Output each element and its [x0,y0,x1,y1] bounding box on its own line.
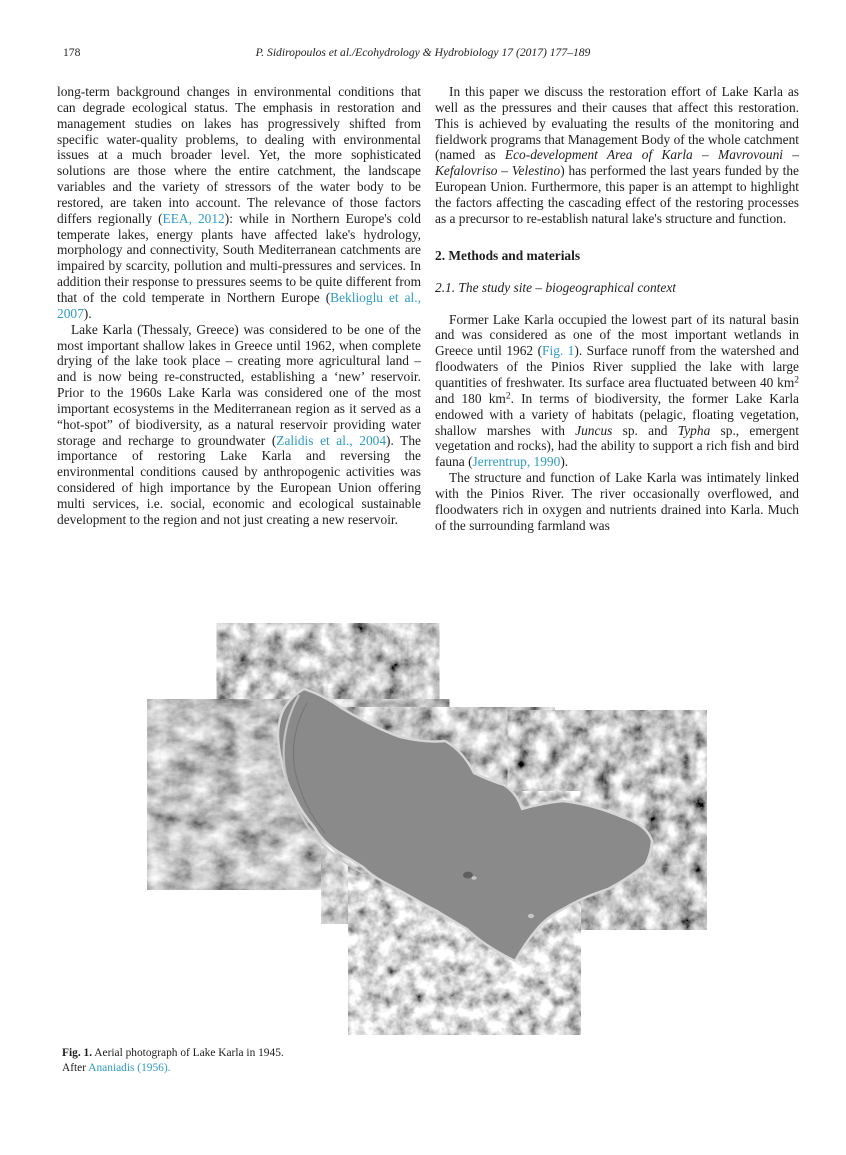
text-segment: ). [83,305,92,321]
text-segment: Aerial photograph of Lake Karla in 1945. [92,1047,284,1059]
citation-link[interactable]: Beklioglu et al., 2007 [57,289,421,321]
figure-caption-line2 [62,1061,482,1076]
text-segment: 2 [794,375,799,386]
text-segment: ). [560,454,569,470]
text-segment: ). Surface runoff from the watershed and floodwaters of the Pinios River supplied the lake with large quantities of freshwater. Its surface area fluctuated between 40 km [435,343,799,390]
text-segment: long-term background changes in environmental conditions that can degrade ecological status. The emphasis in restoration and management studies on lakes has progressively shifted from specific water-quality problems, to dealing with environmental issues at a much broader level. Yet, the more sophisticated solutions are those where the entire catchment, the landscape variables and the variety of stressors of the water body to be restored, are taken into account. The relevance of those factors differs regionally ( [57,84,421,226]
citation-link[interactable]: Zalidis et al., 2004 [276,432,387,448]
paragraph-structure-function [435,470,799,533]
text-segment: The structure and function of Lake Karla was intimately linked with the Pinios River. The river occasionally overflowed, and floodwaters rich in oxygen and nutrients drained into Karla. Much of the surrounding farmland was [435,470,799,533]
figure-1-aerial-photo-mosaic [147,623,707,1035]
text-segment: In this paper we discuss the restoration effort of Lake Karla as well as the pressures and their causes that affect this restoration. This is achieved by evaluating the results of the monitoring and fieldwork programs that Management Body of the whole catchment (named as [435,84,799,163]
paragraph-intro-continuation [57,84,421,322]
text-segment: ) has performed the last years funded by the European Union. Furthermore, this paper is an attempt to highlight the factors affecting the cascading effect of the restoring processes as a precursor to re-establish natural lake's structure and function. [435,163,799,226]
page-number: 178 [63,46,81,59]
paragraph-paper-scope [435,84,799,227]
text-segment: Eco-development Area of Karla – Mavrovouni – Kefalovriso – Velestino [435,147,799,179]
paragraph-former-lake [435,312,799,470]
citation-link[interactable]: Ananiadis (1956). [88,1061,171,1074]
text-segment: sp., emergent vegetation and rocks), had the ability to support a rich fish and bird fauna ( [435,422,799,470]
islet-small [528,914,534,918]
figure-caption-line1 [62,1046,482,1061]
text-segment: sp. and [612,422,678,438]
two-column-text [57,84,799,533]
page-header [0,46,846,64]
section-heading-methods: 2. Methods and materials [435,247,581,263]
text-segment: . In terms of biodiversity, the former Lake Karla endowed with a variety of habitats (pelagic, floating vegetation, shallow marshes with [435,390,799,438]
left-column [57,84,421,533]
citation-link[interactable]: Jerrentrup, 1990 [472,454,561,470]
text-segment: 2 [505,391,511,402]
figure-caption [62,1046,482,1075]
text-segment: and 180 km [435,390,506,406]
citation-link[interactable]: EEA, 2012 [162,210,225,226]
text-segment: After [62,1061,89,1074]
text-segment: Lake Karla (Thessaly, Greece) was considered to be one of the most important shallow lakes in Greece until 1962, when complete drying of the lake took place – creating more agricultural land – and is now being re-constructed, establishing a ‘new’ reservoir. Prior to the 1960s Lake Karla was considered one of the most important ecosystems in the Mediterranean region as it served as a “hot-spot” of biodiversity, as a natural reservoir providing water storage and recharge to groundwater ( [57,321,421,448]
islet-dark [463,872,473,879]
islet-light [471,876,476,880]
right-column [435,84,799,533]
text-segment: Fig. 1. [62,1047,93,1059]
text-segment: Former Lake Karla occupied the lowest part of its natural basin and was considered as one of the most important wetlands in Greece until 1962 ( [435,311,799,359]
text-segment: Typha [677,422,711,438]
subsection-heading-study-site: 2.1. The study site – biogeographical context [435,279,676,295]
paragraph-lake-karla-history [57,322,421,528]
aerial-photo-svg [147,623,707,1035]
citation-link[interactable]: Fig. 1 [542,343,575,359]
text-segment: ). The importance of restoring Lake Karla and reversing the environmental conditions caused by anthropogenic activities was considered of high importance by the European Union offering multi services, i.e. social, economic and ecological sustainable development to the region and not just creating a new reservoir. [57,432,421,527]
running-head: P. Sidiropoulos et al./Ecohydrology & Hydrobiology 17 (2017) 177–189 [255,46,591,59]
text-segment: ): while in Northern Europe's cold temperate lakes, energy plants have affected lake's hydrology, morphology and connectivity, South Mediterranean catchments are impaired by scarcity, pollution and multi-pressures and services. In addition their response to pressures seems to be quite different from that of the cold temperate in Northern Europe ( [57,210,421,305]
text-segment: Juncus [575,422,613,438]
